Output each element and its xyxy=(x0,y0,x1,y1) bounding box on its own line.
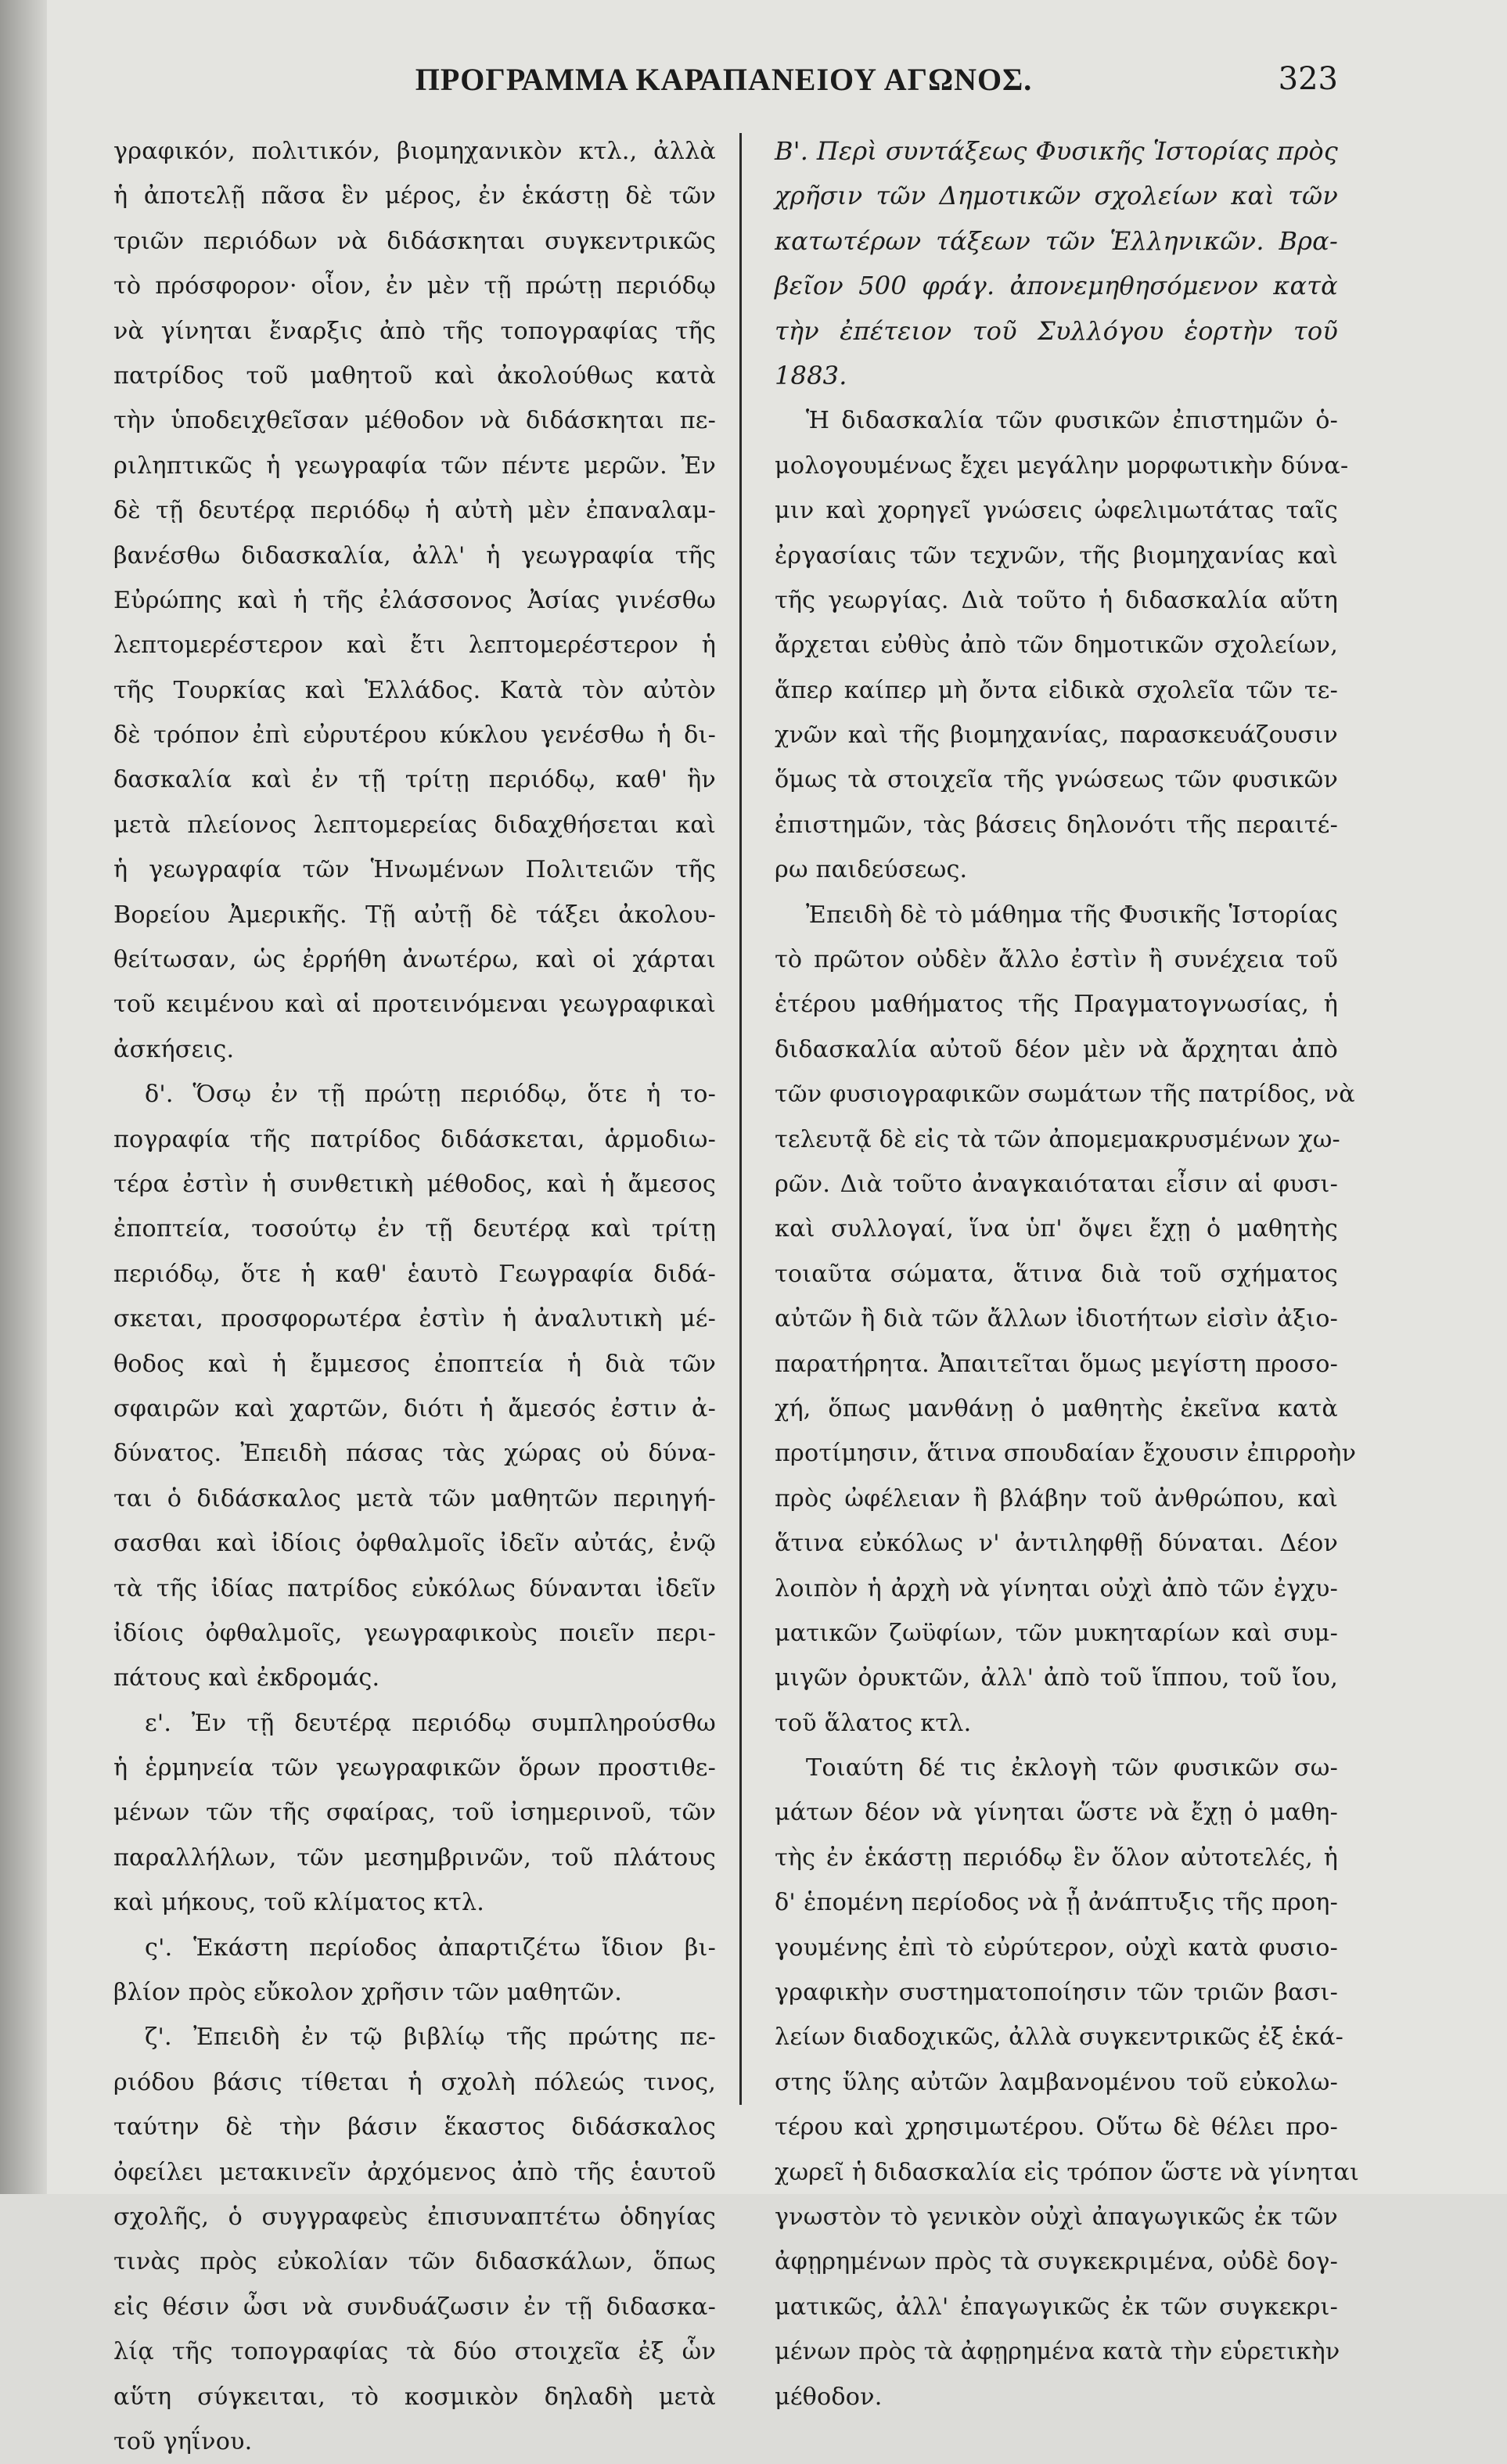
text-line: σκεται, προσφορωτέρα ἐστὶν ἡ ἀναλυτικὴ μέ- xyxy=(113,1305,716,1333)
text-line: αὕτη σύγκειται, τὸ κοσμικὸν δηλαδὴ μετὰ xyxy=(113,2383,716,2411)
text-line: Βορείου Ἀμερικῆς. Τῇ αὐτῇ δὲ τάξει ἀκολου- xyxy=(113,901,716,929)
text-line: νὰ γίνηται ἔναρξις ἀπὸ τῆς τοπογραφίας τῆς xyxy=(113,317,716,345)
text-line: παρατήρητα. Ἀπαιτεῖται ὅμως μεγίστη προσο- xyxy=(775,1350,1338,1378)
text-line: καὶ συλλογαί, ἵνα ὑπ' ὄψει ἔχῃ ὁ μαθητὴς xyxy=(775,1215,1338,1243)
page-binding-shadow xyxy=(0,0,47,2194)
text-line: τῆς Τουρκίας καὶ Ἑλλάδος. Κατὰ τὸν αὐτὸν xyxy=(113,676,716,704)
text-line: δύνατος. Ἐπειδὴ πάσας τὰς χώρας οὐ δύνα- xyxy=(113,1440,716,1468)
text-line: διδασκαλία αὐτοῦ δέον μὲν νὰ ἄρχηται ἀπὸ xyxy=(775,1035,1338,1063)
text-line: προτίμησιν, ἅτινα σπουδαίαν ἔχουσιν ἐπιρροὴν xyxy=(775,1440,1357,1468)
text-line: τοῦ κειμένου καὶ αἱ προτεινόμεναι γεωγραφικαὶ xyxy=(113,991,716,1019)
text-line: θείτωσαν, ὡς ἐρρήθη ἀνωτέρω, καὶ οἱ χάρται xyxy=(113,946,716,974)
text-line: ἐποπτεία, τοσούτῳ ἐν τῇ δευτέρᾳ καὶ τρίτῃ xyxy=(113,1215,716,1243)
text-line: δ' ἑπομένη περίοδος νὰ ᾖ ἀνάπτυξις τῆς προη- xyxy=(775,1889,1338,1917)
text-line: ἡ ἀποτελῇ πᾶσα ἓν μέρος, ἐν ἑκάστῃ δὲ τῶν xyxy=(113,182,716,210)
text-line: χνῶν καὶ τῆς βιομηχανίας, παρασκευάζουσιν xyxy=(775,721,1338,750)
text-line: ἀφῃρημένων πρὸς τὰ συγκεκριμένα, οὐδὲ δογ- xyxy=(775,2248,1338,2276)
text-line: ἡ ἑρμηνεία τῶν γεωγραφικῶν ὅρων προστιθε- xyxy=(113,1754,716,1782)
text-line: τριῶν περιόδων νὰ διδάσκηται συγκεντρικῶς xyxy=(113,227,716,255)
text-line: μιγῶν ὀρυκτῶν, ἀλλ' ἀπὸ τοῦ ἵππου, τοῦ ἴου, xyxy=(775,1664,1338,1692)
text-line: λεπτομερέστερον καὶ ἔτι λεπτομερέστερον ἡ xyxy=(113,631,716,660)
section-heading xyxy=(775,129,1338,398)
text-line: τὸ πρῶτον οὐδὲν ἄλλο ἐστὶν ἢ συνέχεια τοῦ xyxy=(775,946,1338,974)
text-line: τέρα ἐστὶν ἡ συνθετικὴ μέθοδος, καὶ ἡ ἄμεσος xyxy=(113,1170,716,1198)
text-line: ριληπτικῶς ἡ γεωγραφία τῶν πέντε μερῶν. Ἐν xyxy=(113,451,716,480)
text-line: ς'. Ἑκάστη περίοδος ἀπαρτιζέτω ἴδιον βι- xyxy=(145,1933,716,1962)
text-line: Β'. Περὶ συντάξεως Φυσικῆς Ἱστορίας πρὸς xyxy=(775,136,1338,166)
text-line: ρω παιδεύσεως. xyxy=(775,856,968,884)
text-line: γουμένης ἐπὶ τὸ εὐρύτερον, οὐχὶ κατὰ φυσιο- xyxy=(775,1933,1338,1962)
text-line: χρῆσιν τῶν Δημοτικῶν σχολείων καὶ τῶν xyxy=(775,181,1338,211)
text-line: καὶ μήκους, τοῦ κλίματος κτλ. xyxy=(113,1889,485,1917)
left-column xyxy=(113,129,716,2464)
text-line: βανέσθω διδασκαλία, ἀλλ' ἡ γεωγραφία τῆς xyxy=(113,541,716,570)
text-line: πάτους καὶ ἐκδρομάς. xyxy=(113,1664,380,1692)
text-line: δασκαλία καὶ ἐν τῇ τρίτῃ περιόδῳ, καθ' ἣν xyxy=(113,766,716,794)
text-line: γραφικόν, πολιτικόν, βιομηχανικὸν κτλ., ἀλλὰ xyxy=(113,138,716,165)
text-line: Τοιαύτη δέ τις ἐκλογὴ τῶν φυσικῶν σω- xyxy=(806,1754,1338,1782)
text-line: θοδος καὶ ἡ ἔμμεσος ἐποπτεία ἡ διὰ τῶν xyxy=(113,1350,716,1378)
text-line: ε'. Ἐν τῇ δευτέρᾳ περιόδῳ συμπληρούσθω xyxy=(145,1709,716,1737)
text-line: Ἐπειδὴ δὲ τὸ μάθημα τῆς Φυσικῆς Ἱστορίας xyxy=(806,901,1338,929)
text-line: ζ'. Ἐπειδὴ ἐν τῷ βιβλίῳ τῆς πρώτης πε- xyxy=(145,2023,716,2052)
text-line: μετὰ πλείονος λεπτομερείας διδαχθήσεται καὶ xyxy=(113,811,716,839)
text-line: δὲ τῇ δευτέρᾳ περιόδῳ ἡ αὐτὴ μὲν ἐπαναλαμ- xyxy=(113,497,716,525)
text-line: σασθαι καὶ ἰδίοις ὀφθαλμοῖς ἰδεῖν αὐτάς, ἐνῷ xyxy=(113,1530,716,1558)
text-line: τὴν ὑποδειχθεῖσαν μέθοδον νὰ διδάσκηται πε- xyxy=(113,407,716,435)
text-line: χωρεῖ ἡ διδασκαλία εἰς τρόπον ὥστε νὰ γίνηται xyxy=(775,2158,1360,2186)
text-line: ματικῶς, ἀλλ' ἐπαγωγικῶς ἐκ τῶν συγκεκρι- xyxy=(775,2293,1338,2321)
text-line: ἐργασίαις τῶν τεχνῶν, τῆς βιομηχανίας καὶ xyxy=(775,541,1338,570)
text-line: ἅτινα εὐκόλως ν' ἀντιληφθῇ δύναται. Δέον xyxy=(775,1530,1338,1558)
text-line: ἐπιστημῶν, τὰς βάσεις δηλονότι τῆς περαιτέ- xyxy=(775,811,1338,839)
text-line: πατρίδος τοῦ μαθητοῦ καὶ ἀκολούθως κατὰ xyxy=(113,362,716,390)
text-line: ἀσκήσεις. xyxy=(113,1035,235,1063)
text-line: Ἡ διδασκαλία τῶν φυσικῶν ἐπιστημῶν ὁ- xyxy=(806,407,1338,435)
section-body xyxy=(775,398,1360,2419)
text-line: ὅμως τὰ στοιχεῖα τῆς γνώσεως τῶν φυσικῶν xyxy=(775,766,1338,794)
text-line: αὐτῶν ἢ διὰ τῶν ἄλλων ἰδιοτήτων εἰσὶν ἀξιο- xyxy=(775,1305,1338,1333)
text-line: τινὰς πρὸς εὐκολίαν τῶν διδασκάλων, ὅπως xyxy=(113,2248,716,2276)
text-line: περιόδῳ, ὅτε ἡ καθ' ἑαυτὸ Γεωγραφία διδά- xyxy=(113,1260,716,1288)
running-title: ΠΡΟΓΡΑΜΜΑ ΚΑΡΑΠΑΝΕΙΟΥ ΑΓΩΝΟΣ. xyxy=(415,62,1033,97)
text-line: ται ὁ διδάσκαλος μετὰ τῶν μαθητῶν περιηγή- xyxy=(113,1484,716,1513)
column-divider xyxy=(739,133,742,2105)
text-line: τελευτᾷ δὲ εἰς τὰ τῶν ἀπομεμακρυσμένων χω- xyxy=(775,1125,1340,1153)
text-line: μένων τῶν τῆς σφαίρας, τοῦ ἰσημερινοῦ, τῶν xyxy=(113,1799,716,1827)
text-line: ἰδίοις ὀφθαλμοῖς, γεωγραφικοὺς ποιεῖν περι- xyxy=(113,1619,716,1647)
text-line: τῶν φυσιογραφικῶν σωμάτων τῆς πατρίδος, νὰ xyxy=(775,1081,1355,1109)
text-line: βεῖον 500 φράγ. ἀπονεμηθησόμενον κατὰ xyxy=(775,271,1338,301)
text-line: ὀφείλει μετακινεῖν ἀρχόμενος ἀπὸ τῆς ἑαυτοῦ xyxy=(113,2158,716,2186)
text-line: σφαιρῶν καὶ χαρτῶν, διότι ἡ ἄμεσός ἐστιν ἀ- xyxy=(113,1394,716,1423)
text-line: δ'. Ὅσῳ ἐν τῇ πρώτῃ περιόδῳ, ὅτε ἡ το- xyxy=(145,1081,716,1109)
text-line: σχολῆς, ὁ συγγραφεὺς ἐπισυναπτέτω ὁδηγίας xyxy=(113,2203,716,2231)
text-line: μολογουμένως ἔχει μεγάλην μορφωτικὴν δύνα- xyxy=(775,451,1349,480)
text-line: λίᾳ τῆς τοπογραφίας τὰ δύο στοιχεῖα ἐξ ὧν xyxy=(113,2338,716,2366)
text-line: τὸ πρόσφορον· οἷον, ἐν μὲν τῇ πρώτῃ περιόδῳ xyxy=(113,272,716,300)
text-line: λοιπὸν ἡ ἀρχὴ νὰ γίνηται οὐχὶ ἀπὸ τῶν ἐγχυ- xyxy=(775,1574,1338,1602)
text-line: ριόδου βάσις τίθεται ἡ σχολὴ πόλεώς τινος, xyxy=(113,2068,716,2096)
text-line: ματικῶν ζωϋφίων, τῶν μυκηταρίων καὶ συμ- xyxy=(775,1619,1338,1647)
text-line: λείων διαδοχικῶς, ἀλλὰ συγκεντρικῶς ἐξ ἑκά- xyxy=(775,2023,1344,2052)
text-line: μένων πρὸς τὰ ἀφῃρημένα κατὰ τὴν εὑρετικὴν xyxy=(775,2338,1340,2366)
text-line: τὰ τῆς ἰδίας πατρίδος εὐκόλως δύνανται ἰδεῖν xyxy=(113,1574,716,1602)
text-line: κατωτέρων τάξεων τῶν Ἑλληνικῶν. Βρα- xyxy=(775,225,1338,256)
text-line: μάτων δέον νὰ γίνηται ὥστε νὰ ἔχῃ ὁ μαθη- xyxy=(775,1799,1338,1827)
text-line: ἑτέρου μαθήματος τῆς Πραγματογνωσίας, ἡ xyxy=(775,991,1338,1019)
text-line: βλίον πρὸς εὔκολον χρῆσιν τῶν μαθητῶν. xyxy=(113,1979,622,2007)
text-line: τῆς γεωργίας. Διὰ τοῦτο ἡ διδασκαλία αὕτη xyxy=(775,586,1338,614)
text-line: γνωστὸν τὸ γενικὸν οὐχὶ ἀπαγωγικῶς ἐκ τῶν xyxy=(775,2203,1338,2231)
text-line: δὲ τρόπον ἐπὶ εὐρυτέρου κύκλου γενέσθω ἡ δι- xyxy=(113,721,716,750)
page-header xyxy=(110,61,1338,108)
text-line: τέρου καὶ χρησιμωτέρου. Οὕτω δὲ θέλει προ- xyxy=(775,2113,1338,2142)
text-line: παραλλήλων, τῶν μεσημβρινῶν, τοῦ πλάτους xyxy=(113,1844,716,1872)
text-line: ρῶν. Διὰ τοῦτο ἀναγκαιόταται εἶσιν αἱ φυσι- xyxy=(775,1170,1338,1198)
text-line: τὴν ἐπέτειον τοῦ Συλλόγου ἑορτὴν τοῦ xyxy=(775,315,1338,346)
text-line: χή, ὅπως μανθάνῃ ὁ μαθητὴς ἐκεῖνα κατὰ xyxy=(775,1394,1338,1423)
text-line: ταύτην δὲ τὴν βάσιν ἕκαστος διδάσκαλος xyxy=(113,2113,716,2142)
text-line: στης ὕλης αὐτῶν λαμβανομένου τοῦ εὐκολω- xyxy=(775,2068,1338,2096)
text-line: τὴς ἐν ἑκάστῃ περιόδῳ ἓν ὅλον αὐτοτελές, ἡ xyxy=(775,1844,1338,1872)
text-line: 1883. xyxy=(775,360,847,390)
text-line: ἅπερ καίπερ μὴ ὄντα εἰδικὰ σχολεῖα τῶν τε- xyxy=(775,676,1338,704)
text-line: τοιαῦτα σώματα, ἅτινα διὰ τοῦ σχήματος xyxy=(775,1260,1338,1288)
text-line: Εὐρώπης καὶ ἡ τῆς ἐλάσσονος Ἀσίας γινέσθω xyxy=(113,586,716,614)
text-line: ἡ γεωγραφία τῶν Ἡνωμένων Πολιτειῶν τῆς xyxy=(113,856,716,884)
text-line: ἄρχεται εὐθὺς ἀπὸ τῶν δημοτικῶν σχολείων, xyxy=(775,631,1338,660)
text-line: μέθοδον. xyxy=(775,2383,883,2411)
right-column xyxy=(775,129,1360,2419)
text-line: τοῦ ἅλατος κτλ. xyxy=(775,1709,972,1737)
text-line: εἰς θέσιν ὦσι νὰ συνδυάζωσιν ἐν τῇ διδασκα- xyxy=(113,2293,716,2321)
text-line: τοῦ γηΐνου. xyxy=(113,2427,253,2455)
text-line: γραφικὴν συστηματοποίησιν τῶν τριῶν βασι- xyxy=(775,1979,1338,2007)
page-number: 323 xyxy=(1278,61,1338,97)
text-line: πρὸς ὠφέλειαν ἢ βλάβην τοῦ ἀνθρώπου, καὶ xyxy=(775,1484,1338,1513)
text-line: πογραφία τῆς πατρίδος διδάσκεται, ἁρμοδιω- xyxy=(113,1125,716,1153)
text-line: μιν καὶ χορηγεῖ γνώσεις ὠφελιμωτάτας ταῖς xyxy=(775,497,1338,525)
